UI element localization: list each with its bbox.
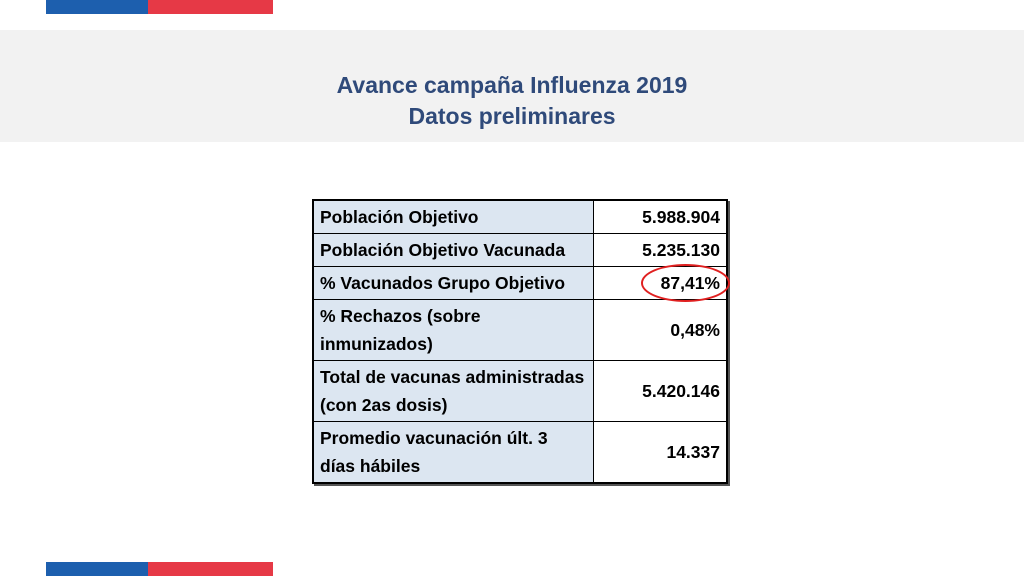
row-label: % Rechazos (sobre inmunizados) — [313, 300, 594, 361]
table-row — [313, 200, 727, 234]
title-line-2: Datos preliminares — [408, 103, 616, 129]
row-label: % Vacunados Grupo Objetivo — [313, 267, 594, 300]
table-row — [313, 300, 727, 361]
row-value: 5.988.904 — [594, 200, 728, 234]
bottom-flag-bar — [46, 562, 273, 576]
row-value: 5.235.130 — [594, 234, 728, 267]
row-value: 5.420.146 — [594, 361, 728, 422]
row-value: 0,48% — [594, 300, 728, 361]
highlighted-value — [661, 269, 720, 297]
slide-title — [0, 70, 1024, 132]
table-row — [313, 422, 727, 484]
row-label: Población Objetivo Vacunada — [313, 234, 594, 267]
highlight-circle — [641, 264, 730, 302]
row-value-highlighted — [594, 267, 728, 300]
flag-blue-segment — [46, 0, 148, 14]
table-row — [313, 234, 727, 267]
row-value: 14.337 — [594, 422, 728, 484]
flag-red-segment — [148, 0, 273, 14]
top-flag-bar — [46, 0, 273, 14]
highlighted-value-text: 87,41% — [660, 273, 720, 293]
row-label: Población Objetivo — [313, 200, 594, 234]
vaccination-data-table — [312, 199, 728, 484]
table-row — [313, 361, 727, 422]
flag-red-segment — [148, 562, 273, 576]
row-label: Total de vacunas administradas (con 2as dosis) — [313, 361, 594, 422]
table-row — [313, 267, 727, 300]
title-line-1: Avance campaña Influenza 2019 — [336, 72, 688, 98]
row-label: Promedio vacunación últ. 3 días hábiles — [313, 422, 594, 484]
flag-blue-segment — [46, 562, 148, 576]
